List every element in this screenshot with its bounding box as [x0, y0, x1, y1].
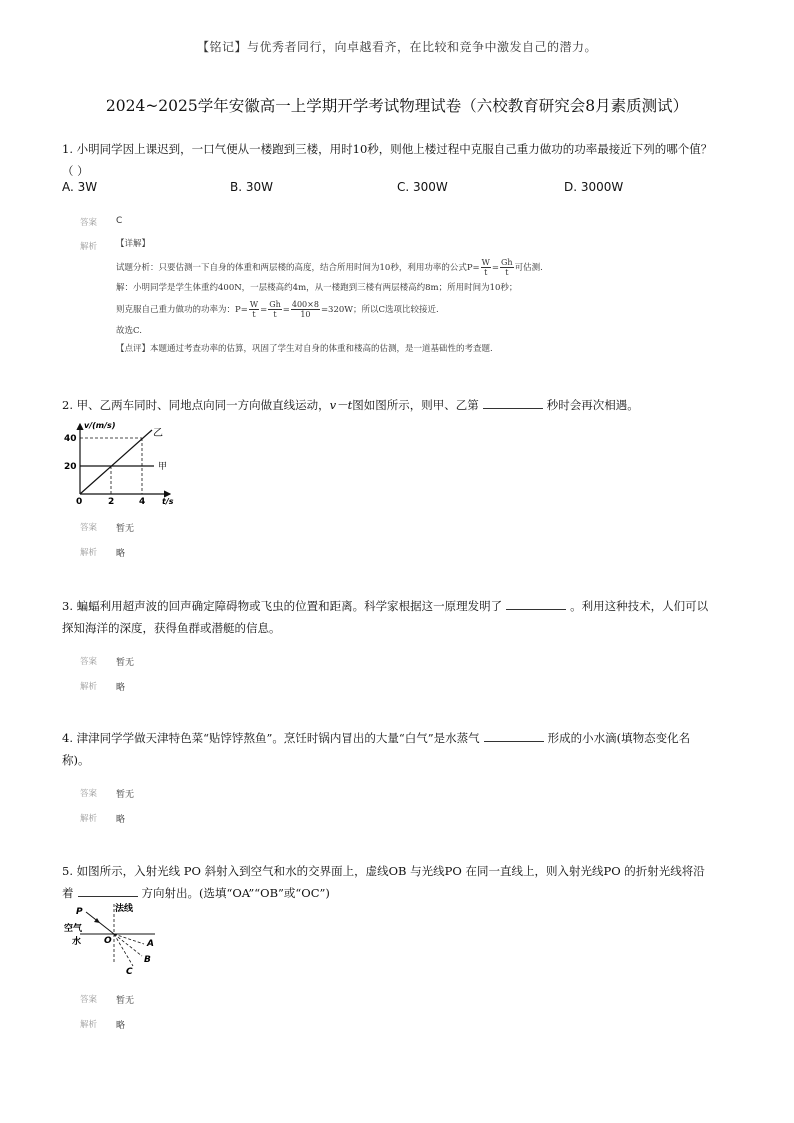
q2-label-yi: 乙: [153, 428, 163, 439]
q1-stem-line1: 1. 小明同学因上课迟到，一口气便从一楼跑到三楼，用时10秒，则他上楼过程中克服自己重力做功的功率最接近下列的哪个值？: [62, 142, 713, 156]
q5-label-water: 水: [72, 937, 82, 947]
q2-tick-0: 0: [76, 497, 83, 506]
q1-explanation-line5: 【点评】本题通过考查功率的估算，巩固了学生对自身的体重和楼高的估测，是一道基础性的考查题.: [116, 344, 493, 354]
q1-answer-value: C: [116, 216, 123, 226]
q5-ray-oa: [114, 934, 144, 944]
q5-label-c: C: [126, 967, 133, 977]
q2-stem: [62, 394, 742, 416]
q1-explanation-line1: 试题分析：只要估测一下自身的体重和两层楼的高度，结合所用时间为10秒，利用功率的公式P= $\frac{W}{t}$ = $\frac{Gh}{t}$ 可估测.: [116, 258, 543, 277]
q2-stem-text-b: 图如图所示，则甲、乙第: [352, 398, 479, 412]
q4-stem: [62, 727, 752, 771]
q2-answer-blank[interactable]: [483, 396, 543, 409]
q2-tick-40: 40: [64, 434, 77, 444]
q3-analysis-value: 略: [116, 683, 126, 693]
q4-analysis-value: 略: [116, 815, 126, 825]
motto: 【铭记】与优秀者同行，向卓越看齐，在比较和竞争中激发自己的潜力。: [196, 40, 597, 54]
q5-label-p: P: [76, 907, 83, 917]
q5-stem-text-b: 着: [62, 886, 74, 900]
q1-fraction-numerator: 400×8: [291, 300, 319, 309]
q1-fraction-numerator: W: [249, 300, 259, 309]
q2-stem-text-c: 秒时会再次相遇。: [546, 398, 639, 412]
q1-option-c: C. 300W: [397, 180, 448, 194]
q1-option-a: A. 3W: [62, 180, 98, 194]
q1-fraction-w-t: [249, 300, 259, 319]
q5-stem-line1: 5. 如图所示，入射光线 PO 斜射入到空气和水的交界面上，虚线OB 与光线PO 在同一直线上，则入射光线PO 的折射光线将沿: [62, 864, 705, 878]
q3-stem-line2: 探知海洋的深度，获得鱼群或潜艇的信息。: [62, 621, 281, 635]
q3-stem-text-a: 3. 蝙蝠利用超声波的回声确定障碍物或飞虫的位置和距离。科学家根据这一原理发明了: [62, 599, 503, 613]
q5-refraction-figure: [60, 898, 170, 978]
q2-ylabel: v/(m/s): [84, 421, 116, 430]
q2-tick-2: 2: [108, 497, 115, 506]
q4-answer-blank[interactable]: [484, 729, 544, 742]
q4-stem-line2: 称)。: [62, 753, 90, 767]
q1-answer-label: 答案: [80, 218, 98, 228]
q4-stem-text-b: 形成的小水滴(填物态变化名: [547, 731, 691, 745]
q1-ex1-text-b: 可估测.: [514, 263, 543, 273]
q2-xlabel: t/s: [162, 497, 174, 506]
q2-analysis-label: 解析: [80, 548, 98, 558]
page-title: 2024~2025学年安徽高一上学期开学考试物理试卷（六校教育研究会8月素质测试）: [105, 97, 689, 115]
q1-ex3-text-b: =320W；所以C选项比较接近.: [320, 305, 439, 315]
q3-stem-text-b: 。利用这种技术，人们可以: [570, 599, 709, 613]
q3-stem: [62, 595, 752, 639]
q1-analysis-label: 解析: [80, 242, 98, 252]
q2-line-yi: [80, 430, 152, 494]
q1-fraction-numerator: Gh: [501, 258, 513, 267]
q5-analysis-value: 略: [116, 1021, 126, 1031]
q1-fraction-numerator: W: [481, 258, 490, 267]
q1-fraction-gh-t: [268, 300, 282, 319]
q3-answer-blank[interactable]: [506, 597, 566, 610]
q2-stem-text-a: 2. 甲、乙两车同时、同地点向同一方向做直线运动，: [62, 398, 330, 412]
q1-fraction-400x8-10: [291, 300, 320, 319]
q1-fraction-numerator: Gh: [269, 300, 281, 309]
q3-answer-label: 答案: [80, 657, 98, 667]
q2-analysis-value: 略: [116, 549, 126, 559]
q5-stem-text-c: 方向射出。(选填“OA”“OB”或“OC”): [141, 886, 330, 900]
q5-label-o: O: [104, 936, 112, 946]
q4-answer-label: 答案: [80, 789, 98, 799]
q1-option-d: D. 3000W: [564, 180, 624, 194]
q5-ray-oc: [114, 934, 133, 966]
q2-stem-vt: v－t: [329, 398, 353, 412]
q4-stem-line1: [62, 727, 752, 749]
q5-answer-label: 答案: [80, 995, 98, 1005]
q1-fraction-denominator: t: [484, 268, 488, 277]
q1-fraction-denominator: 10: [300, 310, 311, 319]
q1-fraction-denominator: t: [273, 310, 277, 319]
q2-answer-label: 答案: [80, 523, 98, 533]
q3-analysis-label: 解析: [80, 682, 98, 692]
q2-tick-4: 4: [139, 497, 146, 506]
q1-stem: [62, 138, 742, 182]
q5-answer-value: 暂无: [116, 996, 135, 1006]
q5-answer-blank[interactable]: [78, 884, 138, 897]
q1-explanation-line4: 故选C.: [116, 326, 142, 336]
q5-analysis-label: 解析: [80, 1020, 98, 1030]
q1-ex3-text-a: 则克服自己重力做功的功率为：P=: [116, 305, 248, 315]
q1-fraction-denominator: t: [505, 268, 509, 277]
q2-vt-graph: [60, 418, 180, 506]
q1-fraction-gh-t: [500, 258, 514, 277]
q2-label-jia: 甲: [158, 462, 168, 472]
q1-explanation-line2: 解：小明同学是学生体重约400N，一层楼高约4m，从一楼跑到三楼有两层楼高约8m；所用时间为10秒；: [116, 283, 518, 293]
q1-explanation-line3: 则克服自己重力做功的功率为：P= $\frac{W}{t}$ = $\frac{Gh}{t}$ = $\frac{400\times 8}{10}$ =320W；所以C选项比较接近.: [116, 300, 439, 319]
q5-label-b: B: [144, 955, 151, 965]
q1-ex1-text-a: 试题分析：只要估测一下自身的体重和两层楼的高度，结合所用时间为10秒，利用功率的公式P=: [116, 263, 480, 273]
q4-answer-value: 暂无: [116, 790, 135, 800]
q5-label-normal: 法线: [115, 904, 134, 914]
q5-label-air: 空气: [64, 924, 83, 934]
q5-ray-ob: [114, 934, 142, 956]
q5-label-a: A: [147, 939, 154, 949]
q1-fraction-w-t: [481, 258, 491, 277]
q3-answer-value: 暂无: [116, 658, 135, 668]
q1-detail-tag: 【详解】: [116, 239, 151, 249]
q1-fraction-denominator: t: [252, 310, 256, 319]
q4-stem-text-a: 4. 津津同学学做天津特色菜“贴饽饽熬鱼”。烹饪时锅内冒出的大量“白气”是水蒸气: [62, 731, 480, 745]
q2-tick-20: 20: [64, 462, 77, 472]
q1-stem-line2: （ ）: [62, 164, 89, 178]
q2-answer-value: 暂无: [116, 524, 135, 534]
q3-stem-line1: [62, 595, 752, 617]
q4-analysis-label: 解析: [80, 814, 98, 824]
q1-option-b: B. 30W: [230, 180, 273, 194]
